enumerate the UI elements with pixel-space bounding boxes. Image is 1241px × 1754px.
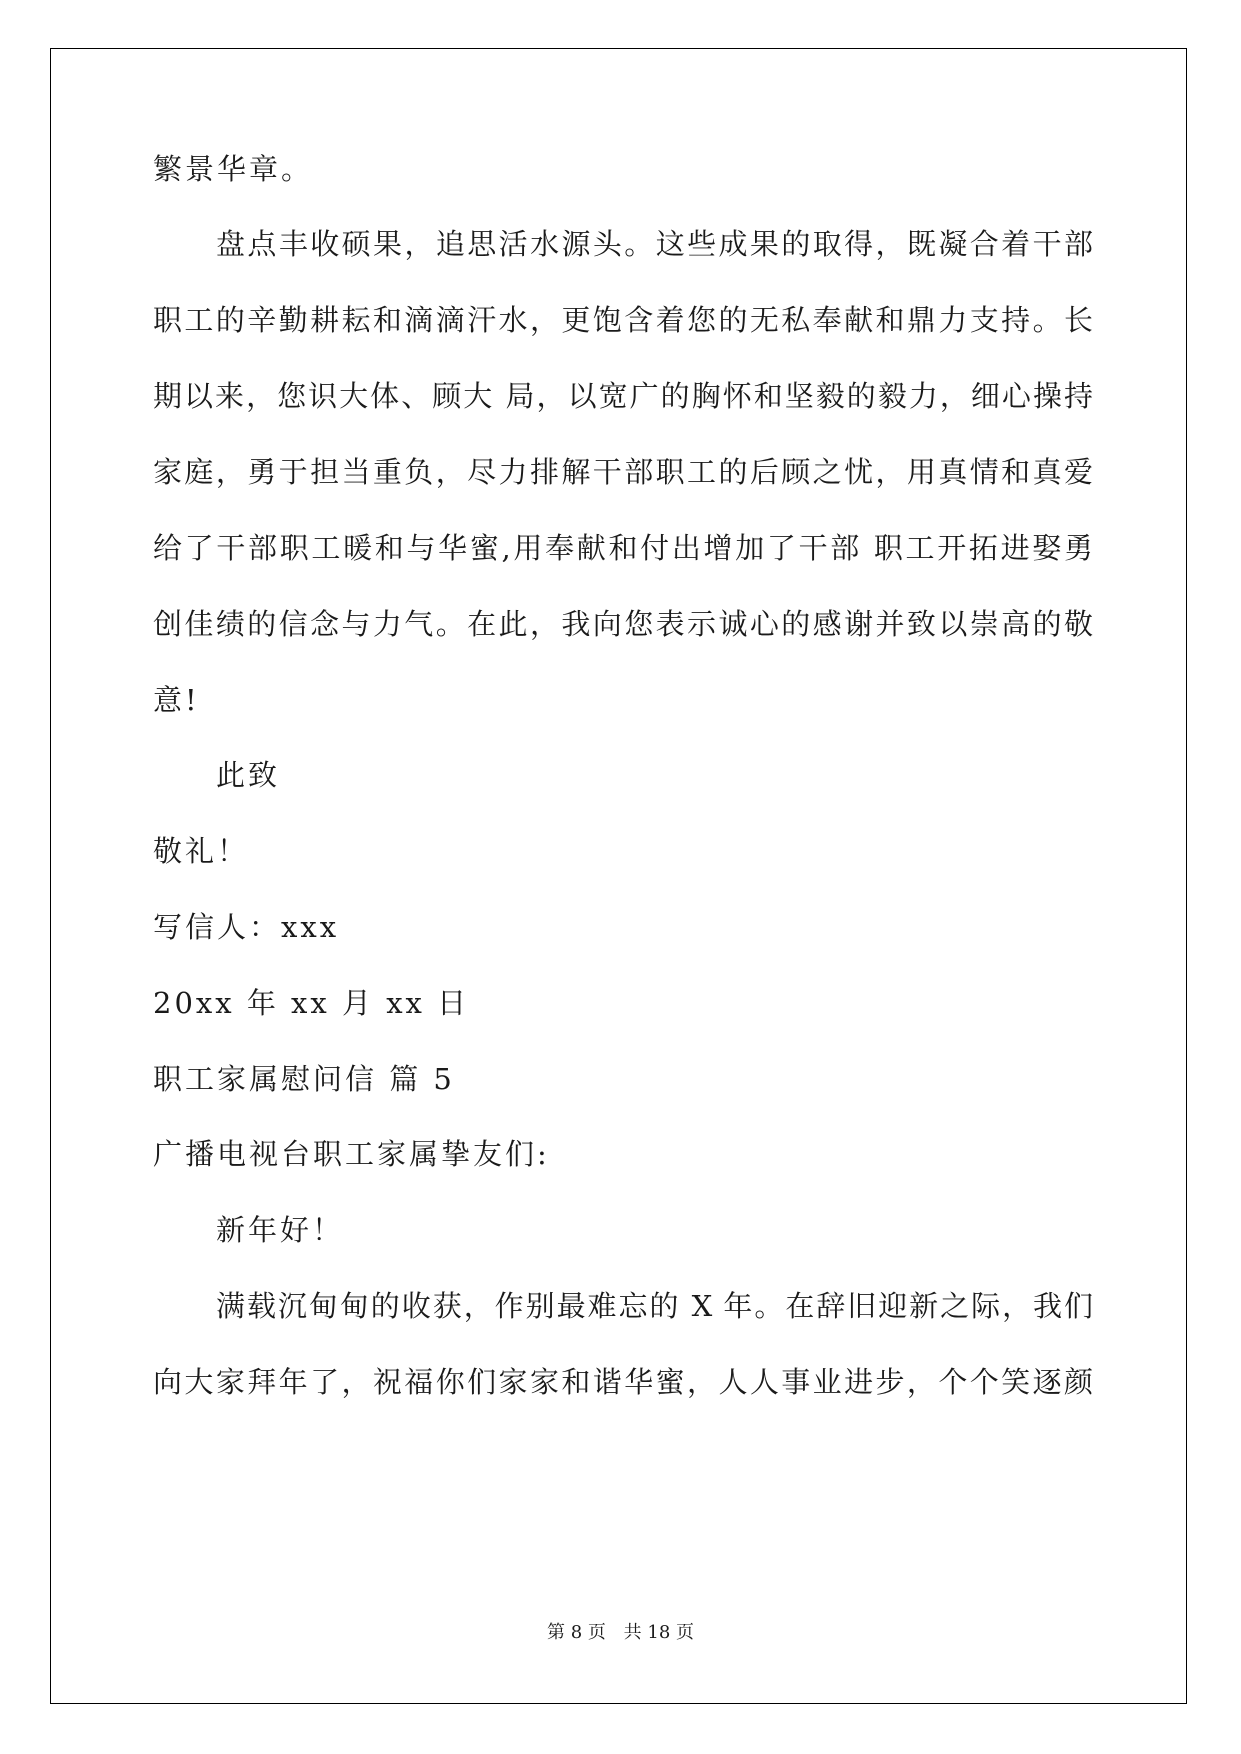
text-line: 繁景华章。 [153, 152, 314, 186]
greeting-line: 敬礼！ [153, 834, 250, 868]
text-line: 意! [153, 683, 200, 717]
text-line: 期以来，您识大体、顾大 局，以宽广的胸怀和坚毅的毅力，细心操持 [153, 379, 1093, 413]
text-line: 向大家拜年了，祝福你们家家和谐华蜜，人人事业进步，个个笑逐颜 [153, 1365, 1093, 1399]
page-number: 第 8 页 [547, 1622, 606, 1643]
page-total: 共 18 页 [623, 1622, 694, 1643]
salutation-line: 此致 [216, 758, 281, 792]
text-line: 创佳绩的信念与力气。在此，我向您表示诚心的感谢并致以崇高的敬 [153, 607, 1093, 641]
text-line: 盘点丰收硕果，追思活水源头。这些成果的取得，既凝合着干部 [216, 227, 1093, 261]
signature-line: 写信人：xxx [153, 910, 340, 944]
section-heading: 职工家属慰问信 篇 5 [153, 1062, 455, 1096]
text-line: 新年好！ [216, 1213, 345, 1247]
page-footer [0, 1621, 1241, 1645]
text-line: 职工的辛勤耕耘和滴滴汗水，更饱含着您的无私奉献和鼎力支持。长 [153, 303, 1093, 337]
addressee-line: 广播电视台职工家属挚友们: [153, 1137, 550, 1171]
text-line: 家庭，勇于担当重负，尽力排解干部职工的后顾之忧，用真情和真爱 [153, 455, 1093, 489]
date-line: 20xx 年 xx 月 xx 日 [153, 986, 470, 1020]
page-border [50, 48, 1187, 1704]
text-line: 满载沉甸甸的收获，作别最难忘的 X 年。在辞旧迎新之际，我们 [216, 1289, 1093, 1323]
text-line: 给了干部职工暖和与华蜜,用奉献和付出增加了干部 职工开拓进娶勇 [153, 531, 1093, 565]
